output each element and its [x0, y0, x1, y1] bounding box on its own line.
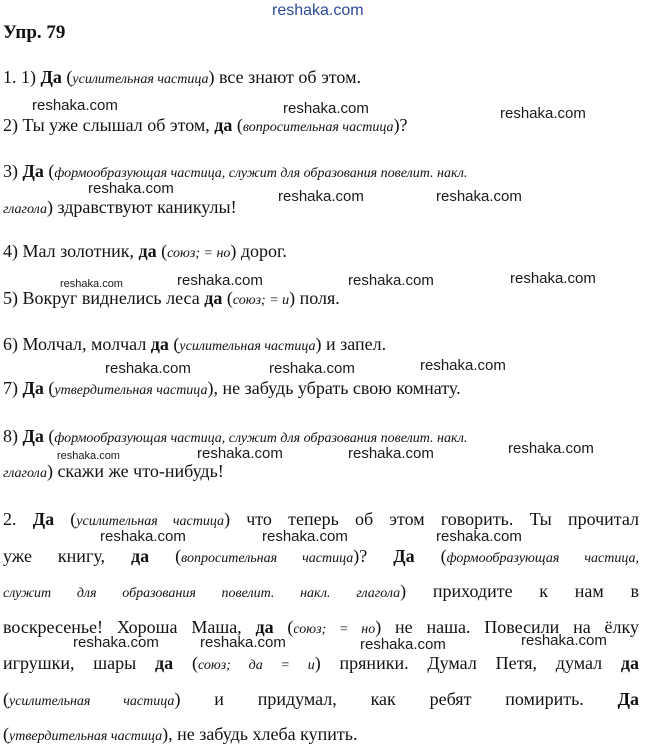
- item-1-3-cont: глагола) здравствуют каникулы!: [3, 197, 237, 217]
- watermark: reshaka.com: [348, 272, 434, 289]
- watermark: reshaka.com: [436, 528, 522, 545]
- para-2-line-1: 2. Да (усилительная частица) что теперь об этом говорить. Ты прочитал: [3, 509, 640, 529]
- watermark: reshaka.com: [262, 528, 348, 545]
- item-1-4: 4) Мал золотник, да (союз; = но) дорог.: [3, 241, 287, 261]
- item-1-8-cont: глагола) скажи же что-нибудь!: [3, 461, 224, 481]
- watermark: reshaka.com: [420, 357, 506, 374]
- watermark: reshaka.com: [436, 188, 522, 205]
- item-1-3: 3) Да (формообразующая частица, служит для образования повелит. накл.: [3, 161, 468, 181]
- para-2-line-7: (утвердительная частица), не забудь хлеба купить.: [3, 724, 358, 744]
- item-1-5: 5) Вокруг виднелись леса да (союз; = и) поля.: [3, 288, 340, 308]
- para-2-line-3: служит для образования повелит. накл. глагола) приходите к нам в: [3, 581, 639, 601]
- watermark: reshaka.com: [500, 105, 586, 122]
- watermark: reshaka.com: [57, 450, 120, 462]
- watermark: reshaka.com: [283, 100, 369, 117]
- watermark: reshaka.com: [269, 360, 355, 377]
- watermark: reshaka.com: [105, 360, 191, 377]
- para-2-line-5: игрушки, шары да (союз; да = и) пряники. Думал Петя, думал да: [3, 653, 640, 673]
- exercise-title: Упр. 79: [3, 22, 66, 43]
- watermark: reshaka.com: [177, 272, 263, 289]
- watermark: reshaka.com: [73, 634, 159, 651]
- watermark: reshaka.com: [348, 445, 434, 462]
- watermark: reshaka.com: [60, 278, 123, 290]
- item-1-2: 2) Ты уже слышал об этом, да (вопросительная частица)?: [3, 115, 408, 135]
- watermark: reshaka.com: [278, 188, 364, 205]
- watermark: reshaka.com: [521, 632, 607, 649]
- watermark: reshaka.com: [100, 528, 186, 545]
- para-2-line-4: воскресенье! Хороша Маша, да (союз; = но) не наша. Повесили на ёлку: [3, 617, 639, 637]
- watermark-top: reshaka.com: [272, 2, 364, 19]
- watermark: reshaka.com: [200, 634, 286, 651]
- watermark: reshaka.com: [32, 97, 118, 114]
- item-1-1: 1. 1) Да (усилительная частица) все знают об этом.: [3, 67, 361, 87]
- watermark: reshaka.com: [508, 440, 594, 457]
- para-2-line-6: (усилительная частица) и придумал, как ребят помирить. Да: [3, 689, 639, 709]
- watermark: reshaka.com: [360, 636, 446, 653]
- para-2-line-2: уже книгу, да (вопросительная частица)? Да (формообразующая частица,: [3, 546, 640, 566]
- item-1-6: 6) Молчал, молчал да (усилительная частица) и запел.: [3, 334, 387, 354]
- watermark: reshaka.com: [197, 445, 283, 462]
- watermark: reshaka.com: [510, 270, 596, 287]
- watermark: reshaka.com: [88, 180, 174, 197]
- item-1-8: 8) Да (формообразующая частица, служит для образования повелит. накл.: [3, 426, 468, 446]
- item-1-7: 7) Да (утвердительная частица), не забудь убрать свою комнату.: [3, 378, 461, 398]
